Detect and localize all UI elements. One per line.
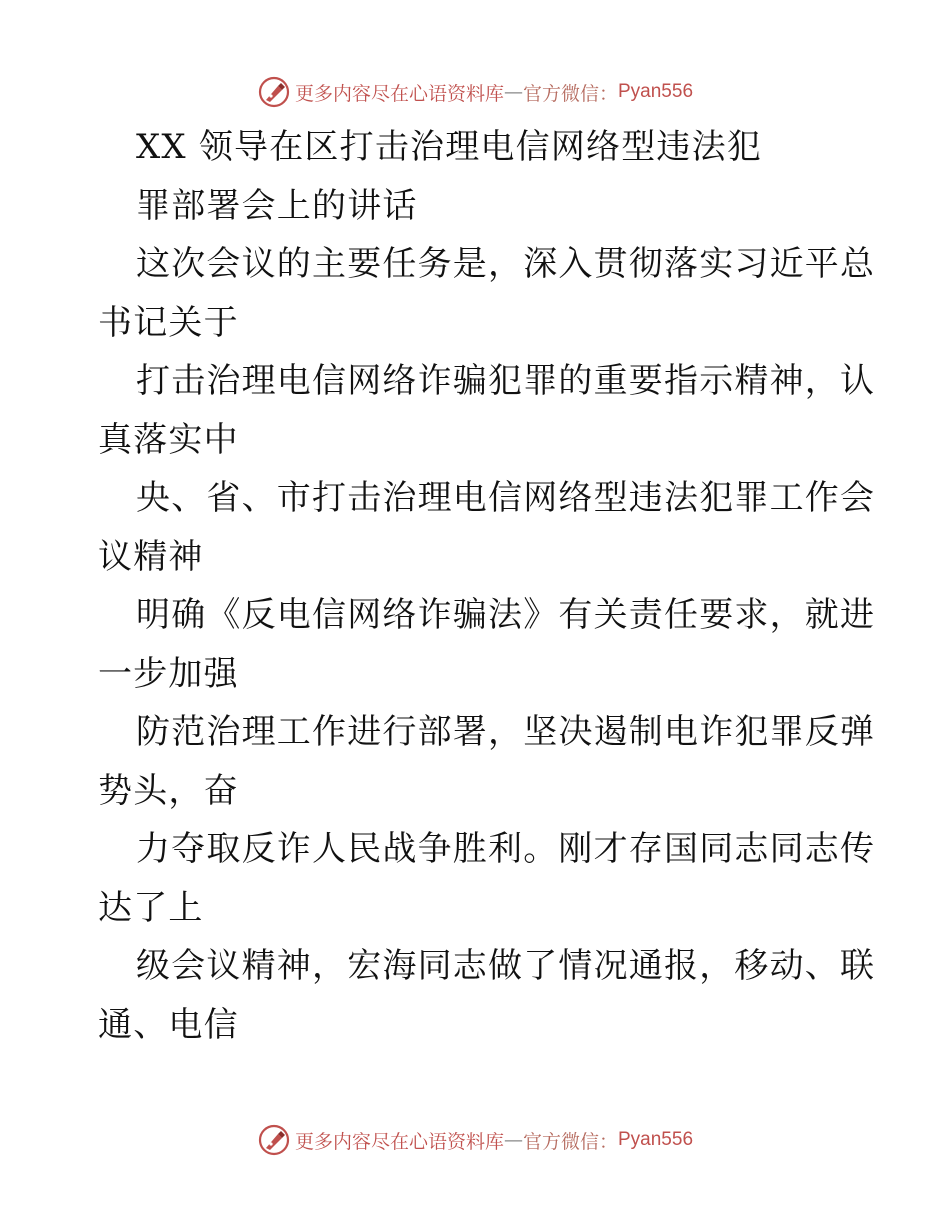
doc-line: 真落实中 <box>98 419 239 460</box>
doc-line: 力夺取反诈人民战争胜利。刚才存国同志同志传 <box>136 829 876 869</box>
doc-line: 通、电信 <box>98 1004 239 1045</box>
doc-line: 书记关于 <box>98 302 239 343</box>
header-watermark <box>0 72 950 112</box>
document-body <box>98 118 876 1054</box>
doc-line: 打击治理电信网络诈骗犯罪的重要指示精神，认 <box>136 361 876 401</box>
watermark-wechat-id: Pyan556 <box>618 81 694 102</box>
watermark-wechat-label: 官方微信： <box>522 82 618 105</box>
doc-line: 防范治理工作进行部署，坚决遏制电诈犯罪反弹 <box>136 712 876 752</box>
watermark-text: 更多内容尽在心语资料库 <box>294 82 504 105</box>
doc-line: 一步加强 <box>98 653 239 694</box>
doc-line: 明确《反电信网络诈骗法》有关责任要求，就进 <box>136 595 876 635</box>
watermark-separator: — <box>503 1129 523 1151</box>
doc-line: 议精神 <box>98 536 204 577</box>
doc-line: 央、省、市打击治理电信网络型违法犯罪工作会 <box>136 478 876 518</box>
fountain-pen-logo-icon <box>257 75 291 109</box>
fountain-pen-logo-icon <box>257 1123 291 1157</box>
watermark-wechat-label: 官方微信： <box>522 1130 618 1153</box>
doc-title-line-1: XX 领导在区打击治理电信网络型违法犯 <box>136 127 763 167</box>
doc-line: 势头，奋 <box>98 770 239 811</box>
doc-line: 级会议精神，宏海同志做了情况通报，移动、联 <box>136 946 876 986</box>
watermark-text: 更多内容尽在心语资料库 <box>294 1130 504 1153</box>
watermark-separator: — <box>503 81 523 103</box>
doc-line: 达了上 <box>98 887 204 928</box>
watermark-wechat-id: Pyan556 <box>618 1129 694 1150</box>
doc-title-line-2: 罪部署会上的讲话 <box>136 185 418 226</box>
footer-watermark <box>0 1120 950 1160</box>
doc-line: 这次会议的主要任务是，深入贯彻落实习近平总 <box>136 244 876 284</box>
